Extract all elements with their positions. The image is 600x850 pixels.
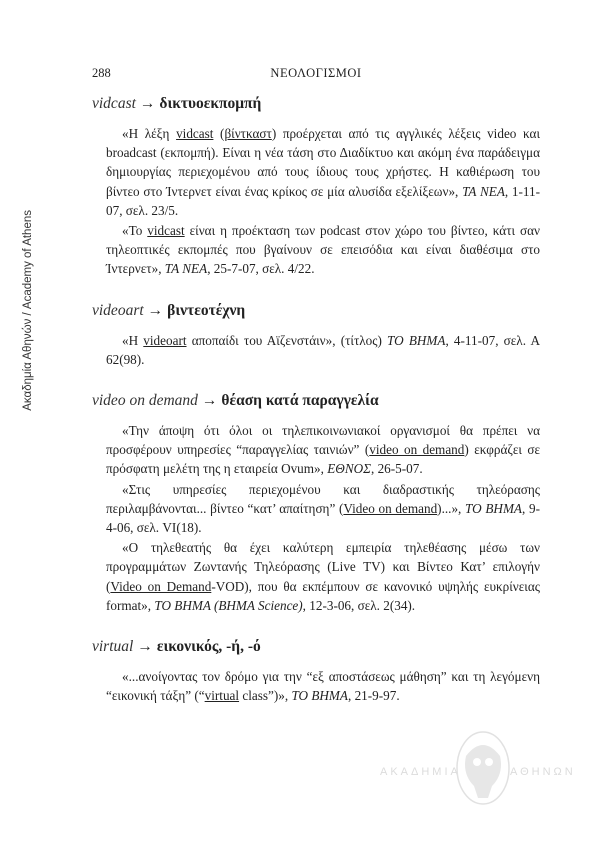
- quote-text: «Η: [122, 332, 144, 348]
- quote-text: «Η λέξη: [122, 126, 177, 141]
- quote-text: είναι η προέκταση των podcast στον χώρο του βίντεο, κάτι σαν τηλεοπτικές εκπομπές που βγαίνουν σε επεισόδια και είναι διαθέσιμα στο Ίντερνετ»,: [106, 223, 540, 277]
- quote-text: , 9-4-06, σελ. VI(18).: [106, 500, 540, 536]
- quote-text: ) προέρχεται από τις αγγλικές λέξεις video και broadcast (εκπομπή). Είναι η νέα τάση στο Διαδίκτυο και ακόμη ένα παράδειγμα δημιουργίας περιεχομένου από τους ίδιους τους χρήστες. Η καθιέρωση του βίντεο στο Ίντερνετ είναι ένας κρίκος σε μία αλυσίδα εξελίξεων»,: [106, 126, 540, 199]
- citation-quote: [92, 221, 540, 279]
- arrow-icon: →: [201, 392, 218, 410]
- highlighted-term: Video on demand: [343, 500, 438, 516]
- watermark-right-text: ΑΘΗΝΩΝ: [510, 766, 576, 778]
- quote-text: , 21-9-97.: [347, 688, 400, 704]
- watermark-left-text: ΑΚΑΔΗΜΙΑ: [380, 766, 461, 778]
- headword-translation: εικονικός, -ή, -ό: [156, 638, 261, 656]
- highlighted-term: videoart: [143, 332, 187, 348]
- highlighted-term: βίντκαστ: [224, 126, 272, 141]
- quote-text: , 26-5-07.: [370, 461, 423, 477]
- citation-source: ΤΑ ΝΕΑ: [164, 261, 208, 277]
- highlighted-term: vidcast: [176, 126, 214, 141]
- quote-text: «Την άποψη ότι όλοι οι τηλεπικοινωνιακοί οργανισμοί θα πρέπει να προσφέρουν υπηρεσίες “παραγγελίας ταινιών” (: [106, 423, 540, 458]
- highlighted-term: video on demand: [369, 442, 465, 458]
- arrow-icon: →: [137, 638, 153, 656]
- quote-text: ) εκφράζει σε πρόσφατη μελέτη της η εταιρεία Ovum»,: [106, 442, 541, 477]
- entries-container: [92, 94, 540, 727]
- headword-line: [92, 94, 540, 114]
- dictionary-entry: [92, 94, 540, 279]
- arrow-icon: →: [147, 301, 164, 319]
- page-number: 288: [92, 66, 111, 80]
- citation-quote: [92, 538, 540, 615]
- dictionary-entry: [92, 301, 540, 369]
- owl-seal-icon: [452, 728, 514, 808]
- citation-source: ΤΑ ΝΕΑ: [462, 183, 505, 199]
- citation-source: ΤΟ ΒΗΜΑ: [387, 332, 446, 348]
- quote-text: «Στις υπηρεσίες περιεχομένου και διαδραστικής τηλεόρασης περιλαμβάνονται... βίντεο “κατ’ απαίτηση” (: [106, 481, 540, 516]
- quote-text: class”)»,: [239, 688, 292, 704]
- citation-source: ΤΟ ΒΗΜΑ: [291, 688, 348, 704]
- headword-term: virtual: [92, 638, 134, 656]
- headword-translation: δικτυοεκπομπή: [159, 95, 262, 112]
- citation-quote: [92, 331, 540, 369]
- highlighted-term: vidcast: [147, 223, 185, 239]
- quote-text: αποπαίδι του Αϊζενστάιν», (τίτλος): [186, 332, 388, 348]
- quote-text: , 12-3-06, σελ. 2(34).: [302, 597, 416, 613]
- quote-text: , 4-11-07, σελ. Α 62(98).: [106, 332, 540, 367]
- quote-text: , 25-7-07, σελ. 4/22.: [207, 261, 315, 277]
- page-header: [92, 66, 540, 82]
- quote-text: -VOD), που θα εκπέμπουν σε κανονικό υψηλής ευκρίνειας format»,: [106, 578, 540, 613]
- headword-line: [92, 637, 540, 657]
- arrow-icon: →: [139, 95, 156, 112]
- headword-translation: βιντεοτέχνη: [167, 301, 246, 319]
- sidebar-label: Ακαδημία Αθηνών / Academy of Athens: [22, 210, 34, 411]
- running-title: ΝΕΟΛΟΓΙΣΜΟΙ: [270, 66, 362, 80]
- quote-text: )...»,: [437, 500, 466, 516]
- citation-quote: [92, 421, 540, 479]
- dictionary-entry: [92, 391, 540, 615]
- dictionary-entry: [92, 637, 540, 705]
- citation-quote: [92, 667, 540, 705]
- academy-watermark: [380, 728, 590, 808]
- citation-quote: [92, 480, 540, 538]
- headword-term: videoart: [92, 301, 144, 319]
- citation-source: ΤΟ ΒΗΜΑ: [465, 500, 522, 516]
- quote-text: «...ανοίγοντας τον δρόμο για την “εξ αποστάσεως μάθηση” και τη λεγόμενη “εικονική τάξη” (“: [106, 669, 540, 704]
- headword-translation: θέαση κατά παραγγελία: [221, 392, 379, 410]
- quote-text: , 1-11-07, σελ. 23/5.: [106, 183, 540, 218]
- headword-line: [92, 301, 540, 321]
- highlighted-term: Video on Demand: [110, 578, 212, 594]
- headword-term: vidcast: [92, 95, 136, 112]
- highlighted-term: virtual: [204, 688, 240, 704]
- headword-term: video on demand: [92, 392, 198, 410]
- headword-line: [92, 391, 540, 411]
- citation-source: ΕΘΝΟΣ: [327, 461, 371, 477]
- quote-text: «Το: [122, 223, 148, 239]
- quote-text: (: [213, 126, 225, 141]
- citation-source: ΤΟ ΒΗΜΑ (ΒΗΜΑ Science): [154, 597, 303, 613]
- quote-text: «Ο τηλεθεατής θα έχει καλύτερη εμπειρία τηλεθέασης μέσω των προγραμμάτων Ζωντανής Τηλεόρασης (Live TV) και Βίντεο Κατ’ επιλογήν (: [106, 540, 540, 594]
- citation-quote: [92, 124, 540, 220]
